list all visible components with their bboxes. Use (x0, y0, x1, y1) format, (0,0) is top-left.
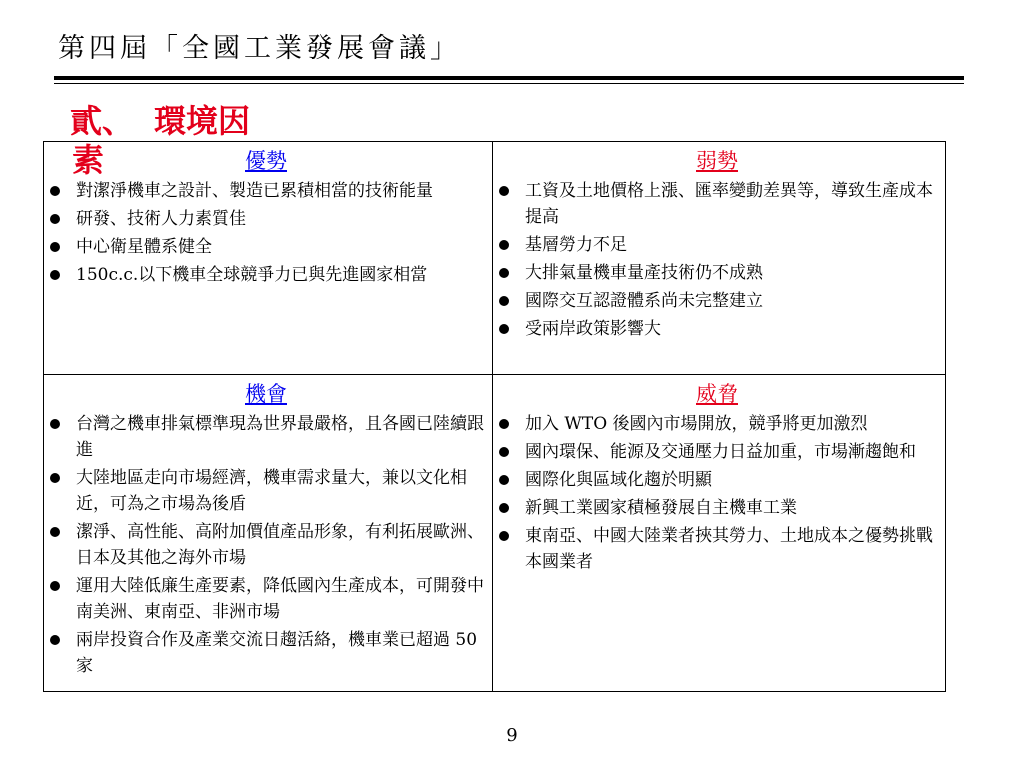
bullet-item (44, 206, 488, 232)
bullet-icon (50, 242, 60, 252)
bullet-icon (499, 296, 509, 306)
section-number: 貳、 (70, 102, 135, 140)
bullet-text: 國際交互認證體系尚未完整建立 (525, 291, 763, 311)
section-title: 環境因 (154, 102, 251, 140)
bullet-item (44, 627, 488, 679)
bullet-icon (499, 240, 509, 250)
bullet-item (44, 465, 488, 517)
opportunities-title: 機會 (245, 382, 287, 406)
bullet-item (44, 519, 488, 571)
bullet-icon (50, 527, 60, 537)
bullet-text: 加入 WTO 後國內市場開放，競爭將更加激烈 (525, 414, 868, 434)
bullet-item (493, 260, 941, 286)
bullet-text: 運用大陸低廉生產要素，降低國內生產成本，可開發中南美洲、東南亞、非洲市場 (76, 576, 484, 622)
weaknesses-title: 弱勢 (696, 149, 738, 173)
swot-table (43, 141, 946, 692)
bullet-text: 工資及土地價格上漲、匯率變動差異等，導致生產成本提高 (525, 181, 933, 227)
bullet-text: 新興工業國家積極發展自主機車工業 (525, 498, 797, 518)
bullet-text: 兩岸投資合作及產業交流日趨活絡，機車業已超過 50 家 (76, 630, 478, 676)
header-rule-thick (54, 76, 964, 80)
bullet-item (493, 523, 941, 575)
bullet-icon (50, 186, 60, 196)
weaknesses-cell (493, 142, 945, 375)
bullet-text: 台灣之機車排氣標準現為世界最嚴格，且各國已陸續跟進 (76, 414, 484, 460)
bullet-icon (50, 419, 60, 429)
bullet-icon (499, 419, 509, 429)
bullet-item (493, 411, 941, 437)
page-number: 9 (506, 725, 518, 746)
bullet-icon (499, 475, 509, 485)
bullet-item (493, 467, 941, 493)
bullet-item (44, 262, 488, 288)
bullet-text: 潔淨、高性能、高附加價值產品形象，有利拓展歐洲、日本及其他之海外市場 (76, 522, 484, 568)
bullet-text: 150c.c.以下機車全球競爭力已與先進國家相當 (76, 265, 428, 285)
bullet-icon (50, 214, 60, 224)
bullet-text: 受兩岸政策影響大 (525, 319, 661, 339)
bullet-item (493, 232, 941, 258)
strengths-cell (44, 142, 493, 375)
bullet-text: 大陸地區走向市場經濟，機車需求量大，兼以文化相近，可為之市場為後盾 (76, 468, 467, 514)
bullet-item (493, 178, 941, 230)
bullet-text: 基層勞力不足 (525, 235, 627, 255)
bullet-text: 國內環保、能源及交通壓力日益加重，市場漸趨飽和 (525, 442, 916, 462)
bullet-item (493, 288, 941, 314)
bullet-text: 東南亞、中國大陸業者挾其勞力、土地成本之優勢挑戰本國業者 (525, 526, 933, 572)
bullet-item (493, 316, 941, 342)
bullet-icon (499, 503, 509, 513)
bullet-text: 中心衛星體系健全 (76, 237, 212, 257)
slide-title: 第四屆「全國工業發展會議」 (58, 33, 461, 64)
bullet-icon (50, 581, 60, 591)
bullet-item (44, 573, 488, 625)
bullet-icon (499, 324, 509, 334)
strengths-list (44, 178, 488, 288)
section-heading (70, 96, 250, 142)
bullet-icon (50, 473, 60, 483)
bullet-icon (499, 531, 509, 541)
threats-title: 威脅 (696, 382, 738, 406)
bullet-item (44, 411, 488, 463)
bullet-icon (50, 635, 60, 645)
bullet-item (493, 439, 941, 465)
strengths-title: 優勢 (245, 149, 287, 173)
section-title-tail: 素 (72, 141, 105, 179)
opportunities-list (44, 411, 488, 679)
bullet-icon (50, 270, 60, 280)
threats-cell (493, 375, 945, 691)
bullet-text: 大排氣量機車量產技術仍不成熟 (525, 263, 763, 283)
header-rule-thin (54, 83, 964, 84)
bullet-text: 國際化與區域化趨於明顯 (525, 470, 712, 490)
opportunities-cell (44, 375, 493, 691)
bullet-icon (499, 186, 509, 196)
bullet-icon (499, 268, 509, 278)
bullet-item (44, 178, 488, 204)
bullet-item (493, 495, 941, 521)
bullet-text: 對潔淨機車之設計、製造已累積相當的技術能量 (76, 181, 433, 201)
bullet-icon (499, 447, 509, 457)
threats-list (493, 411, 941, 575)
bullet-item (44, 234, 488, 260)
weaknesses-list (493, 178, 941, 342)
bullet-text: 研發、技術人力素質佳 (76, 209, 246, 229)
